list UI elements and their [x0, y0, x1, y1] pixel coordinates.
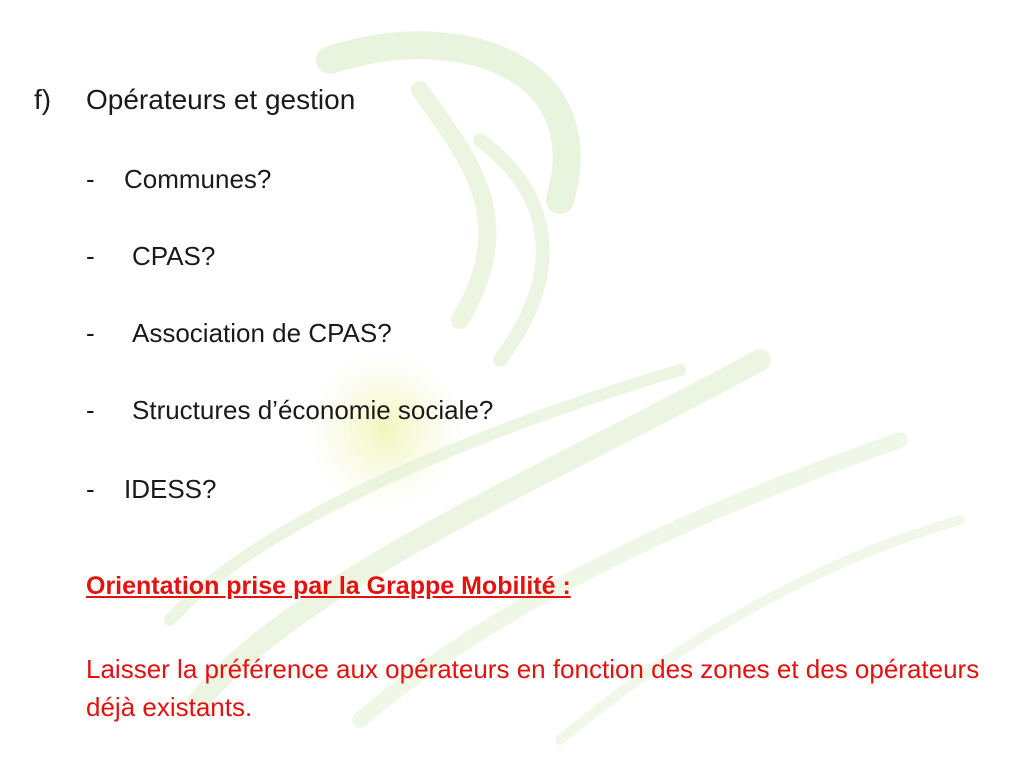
bullet-dash: - [86, 318, 95, 348]
bullet-dash: - [86, 474, 95, 504]
list-item [86, 164, 271, 195]
list-item-text: Structures d’économie sociale? [132, 395, 494, 425]
section-title: Opérateurs et gestion [86, 84, 356, 115]
list-item-text: Association de CPAS? [132, 318, 392, 348]
watermark-swoosh [420, 90, 487, 320]
orientation-body: Laisser la préférence aux opérateurs en fonction des zones et des opérateurs déjà existants. [86, 654, 980, 722]
bullet-dash: - [86, 395, 95, 425]
list-item-text: IDESS? [124, 474, 217, 504]
list-item-text: CPAS? [132, 241, 216, 271]
list-item [86, 474, 217, 505]
list-item [86, 318, 392, 349]
bullet-dash: - [86, 164, 95, 194]
list-item [86, 395, 493, 426]
section-letter: f) [34, 84, 52, 115]
list-item-text: Communes? [124, 164, 272, 194]
section-heading [34, 84, 355, 116]
bullet-dash: - [86, 241, 95, 271]
orientation-title: Orientation prise par la Grappe Mobilité : [86, 572, 571, 600]
list-item [86, 241, 215, 272]
